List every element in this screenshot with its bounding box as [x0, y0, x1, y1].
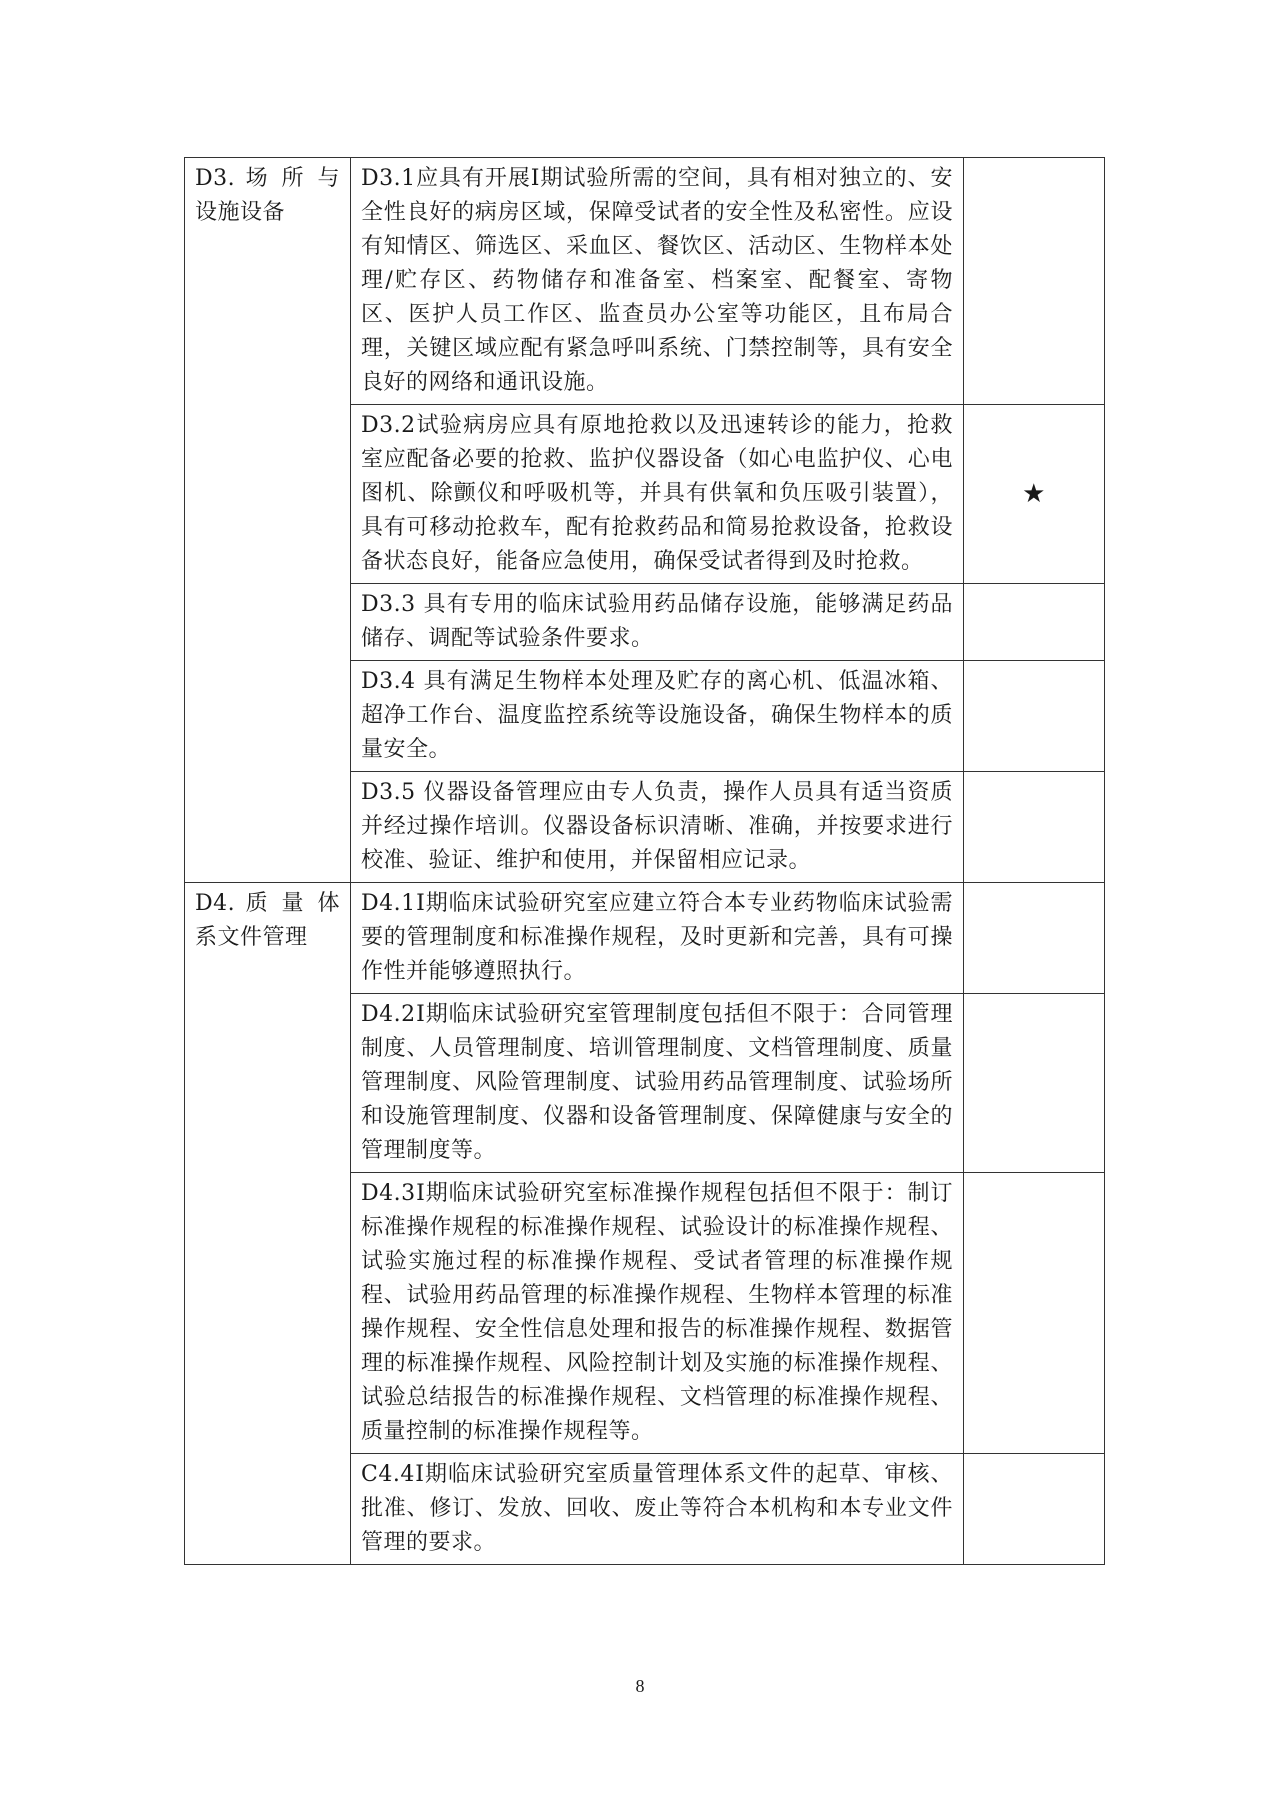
mark-cell [964, 1454, 1105, 1565]
table-row [185, 158, 1105, 405]
requirement-cell: D4.2Ⅰ期临床试验研究室管理制度包括但不限于：合同管理制度、人员管理制度、培训管理制度、文档管理制度、质量管理制度、风险管理制度、试验用药品管理制度、试验场所和设施管理制度、仪器和设备管理制度、保障健康与安全的管理制度等。 [351, 994, 964, 1173]
requirement-cell: D3.2试验病房应具有原地抢救以及迅速转诊的能力，抢救室应配备必要的抢救、监护仪器设备（如心电监护仪、心电图机、除颤仪和呼吸机等，并具有供氧和负压吸引装置），具有可移动抢救车，配有抢救药品和简易抢救设备，抢救设备状态良好，能备应急使用，确保受试者得到及时抢救。 [351, 405, 964, 584]
requirements-table [184, 157, 1105, 1565]
requirement-cell: D3.1应具有开展Ⅰ期试验所需的空间，具有相对独立的、安全性良好的病房区域，保障受试者的安全性及私密性。应设有知情区、筛选区、采血区、餐饮区、活动区、生物样本处理/贮存区、药物储存和准备室、档案室、配餐室、寄物区、医护人员工作区、监查员办公室等功能区，且布局合理，关键区域应配有紧急呼叫系统、门禁控制等，具有安全良好的网络和通讯设施。 [351, 158, 964, 405]
mark-cell [964, 994, 1105, 1173]
requirement-cell: D4.1Ⅰ期临床试验研究室应建立符合本专业药物临床试验需要的管理制度和标准操作规程，及时更新和完善，具有可操作性并能够遵照执行。 [351, 883, 964, 994]
requirement-cell: D3.4 具有满足生物样本处理及贮存的离心机、低温冰箱、超净工作台、温度监控系统等设施设备，确保生物样本的质量安全。 [351, 661, 964, 772]
mark-cell [964, 772, 1105, 883]
requirement-cell: D3.3 具有专用的临床试验用药品储存设施，能够满足药品储存、调配等试验条件要求。 [351, 584, 964, 661]
mark-cell [964, 661, 1105, 772]
mark-cell [964, 883, 1105, 994]
mark-cell [964, 158, 1105, 405]
requirement-cell: D3.5 仪器设备管理应由专人负责，操作人员具有适当资质并经过操作培训。仪器设备标识清晰、准确，并按要求进行校准、验证、维护和使用，并保留相应记录。 [351, 772, 964, 883]
star-icon: ★ [964, 405, 1105, 584]
mark-cell [964, 584, 1105, 661]
category-cell: D3. 场 所 与设施设备 [185, 158, 351, 883]
requirement-cell: D4.3Ⅰ期临床试验研究室标准操作规程包括但不限于：制订标准操作规程的标准操作规程、试验设计的标准操作规程、试验实施过程的标准操作规程、受试者管理的标准操作规程、试验用药品管理的标准操作规程、生物样本管理的标准操作规程、安全性信息处理和报告的标准操作规程、数据管理的标准操作规程、风险控制计划及实施的标准操作规程、试验总结报告的标准操作规程、文档管理的标准操作规程、质量控制的标准操作规程等。 [351, 1173, 964, 1454]
requirement-cell: C4.4Ⅰ期临床试验研究室质量管理体系文件的起草、审核、批准、修订、发放、回收、废止等符合本机构和本专业文件管理的要求。 [351, 1454, 964, 1565]
category-cell: D4. 质 量 体系文件管理 [185, 883, 351, 1565]
mark-cell [964, 1173, 1105, 1454]
table-row [185, 883, 1105, 994]
page-number: 8 [635, 1676, 645, 1696]
